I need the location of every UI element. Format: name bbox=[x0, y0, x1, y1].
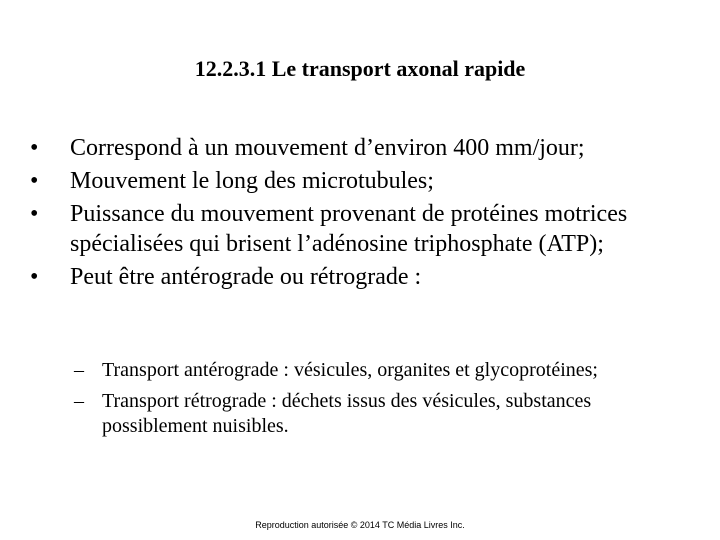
subbullet-text: Transport rétrograde : déchets issus des vésicules, substances possiblement nuisibles. bbox=[102, 390, 592, 437]
bullet-icon: • bbox=[30, 135, 39, 161]
bullet-item bbox=[30, 199, 710, 259]
bullet-text: Peut être antérograde ou rétrograde : bbox=[70, 264, 422, 290]
subbullet-item bbox=[74, 389, 694, 439]
bullet-item bbox=[30, 133, 710, 163]
bullet-icon: • bbox=[30, 201, 39, 227]
bullet-text: Mouvement le long des microtubules; bbox=[70, 168, 434, 194]
dash-icon: – bbox=[74, 390, 84, 412]
bullet-list bbox=[30, 133, 710, 295]
subbullet-item bbox=[74, 358, 694, 383]
subbullet-text: Transport antérograde : vésicules, organites et glycoprotéines; bbox=[102, 359, 598, 381]
bullet-icon: • bbox=[30, 264, 39, 290]
bullet-item bbox=[30, 262, 710, 292]
bullet-text: Puissance du mouvement provenant de protéines motrices spécialisées qui brisent l’adénosine triphosphate (ATP); bbox=[70, 201, 628, 257]
bullet-text: Correspond à un mouvement d’environ 400 mm/jour; bbox=[70, 135, 585, 161]
slide-title: 12.2.3.1 Le transport axonal rapide bbox=[194, 56, 526, 81]
bullet-item bbox=[30, 166, 710, 196]
copyright-footer: Reproduction autorisée © 2014 TC Média Livres Inc. bbox=[255, 520, 465, 530]
subbullet-list bbox=[74, 358, 694, 445]
dash-icon: – bbox=[74, 359, 84, 381]
bullet-icon: • bbox=[30, 168, 39, 194]
